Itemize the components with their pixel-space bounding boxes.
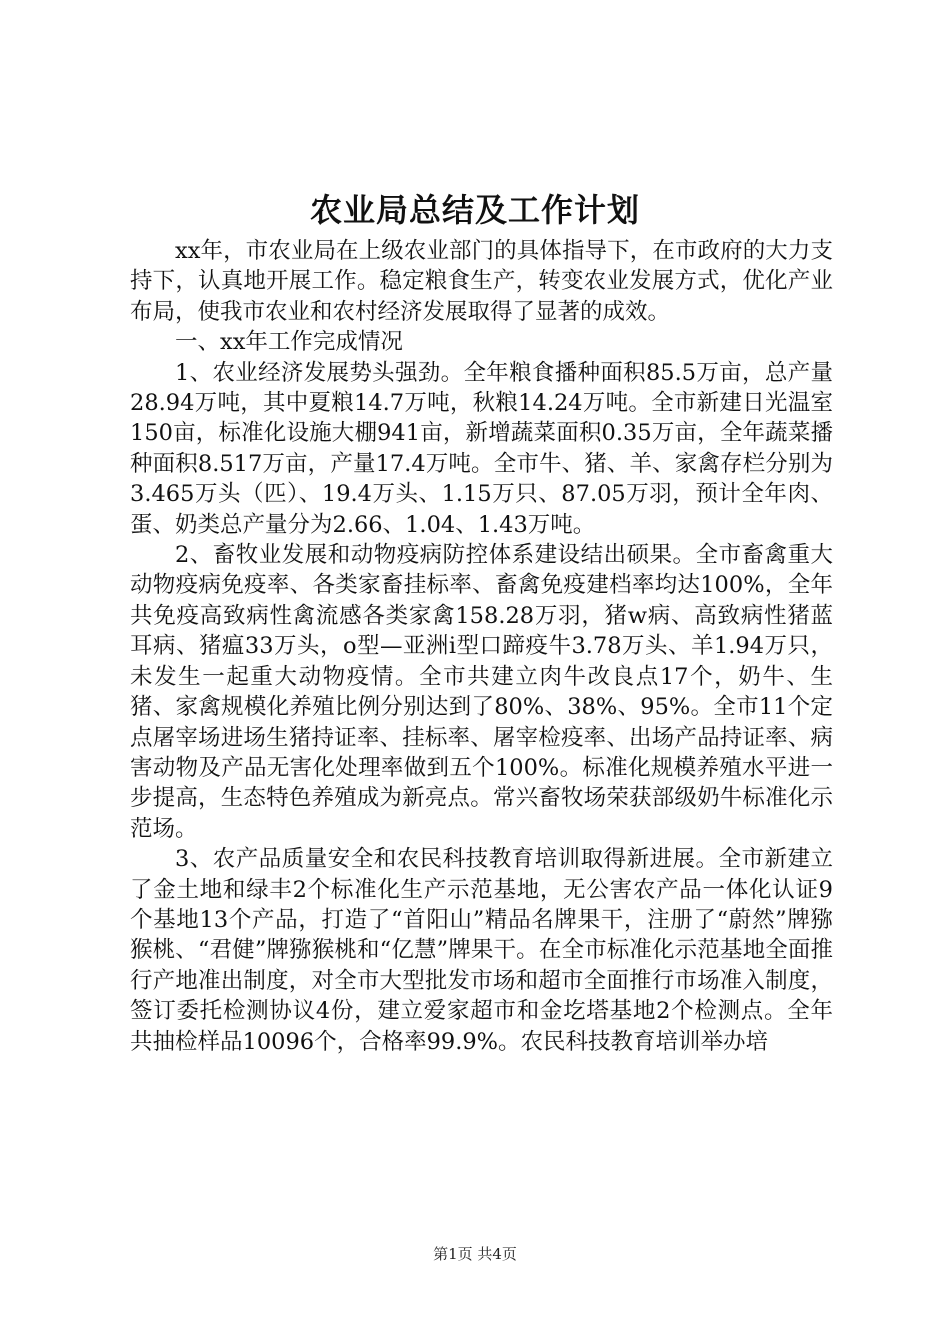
document-body <box>130 236 833 1057</box>
paragraph-item-1: 1、农业经济发展势头强劲。全年粮食播种面积85.5万亩，总产量28.94万吨，其中夏粮14.7万吨，秋粮14.24万吨。全市新建日光温室150亩，标准化设施大棚941亩，新增蔬菜面积0.35万亩，全年蔬菜播种面积8.517万亩，产量17.4万吨。全市牛、猪、羊、家禽存栏分别为3.465万头（匹）、19.4万头、1.15万只、87.05万羽，预计全年肉、蛋、奶类总产量分为2.66、1.04、1.43万吨。 <box>130 359 833 538</box>
intro-paragraph: xx年，市农业局在上级农业部门的具体指导下，在市政府的大力支持下，认真地开展工作。稳定粮食生产，转变农业发展方式，优化产业布局，使我市农业和农村经济发展取得了显著的成效。 <box>130 238 833 325</box>
paragraph-item-3: 3、农产品质量安全和农民科技教育培训取得新进展。全市新建立了金土地和绿丰2个标准化生产示范基地，无公害农产品一体化认证9个基地13个产品，打造了“首阳山”精品名牌果干，注册了“蔚然”牌猕猴桃、“君健”牌猕猴桃和“亿慧”牌果干。在全市标准化示范基地全面推行产地准出制度，对全市大型批发市场和超市全面推行市场准入制度，签订委托检测协议4份，建立爱家超市和金圪塔基地2个检测点。全年共抽检样品10096个，合格率99.9%。农民科技教育培训举办培 <box>130 846 833 1055</box>
paragraph-item-2: 2、畜牧业发展和动物疫病防控体系建设结出硕果。全市畜禽重大动物疫病免疫率、各类家畜挂标率、畜禽免疫建档率均达100%，全年共免疫高致病性禽流感各类家禽158.28万羽，猪w病、高致病性猪蓝耳病、猪瘟33万头，o型—亚洲i型口蹄疫牛3.78万头、羊1.94万只，未发生一起重大动物疫情。全市共建立肉牛改良点17个，奶牛、生猪、家禽规模化养殖比例分别达到了80%、38%、95%。全市11个定点屠宰场进场生猪持证率、挂标率、屠宰检疫率、出场产品持证率、病害动物及产品无害化处理率做到五个100%。标准化规模养殖水平进一步提高，生态特色养殖成为新亮点。常兴畜牧场荣获部级奶牛标准化示范场。 <box>130 542 833 842</box>
page-number-footer: 第1页 共4页 <box>433 1245 517 1263</box>
document-title: 农业局总结及工作计划 <box>309 191 640 229</box>
section-heading: 一、xx年工作完成情况 <box>175 329 403 356</box>
